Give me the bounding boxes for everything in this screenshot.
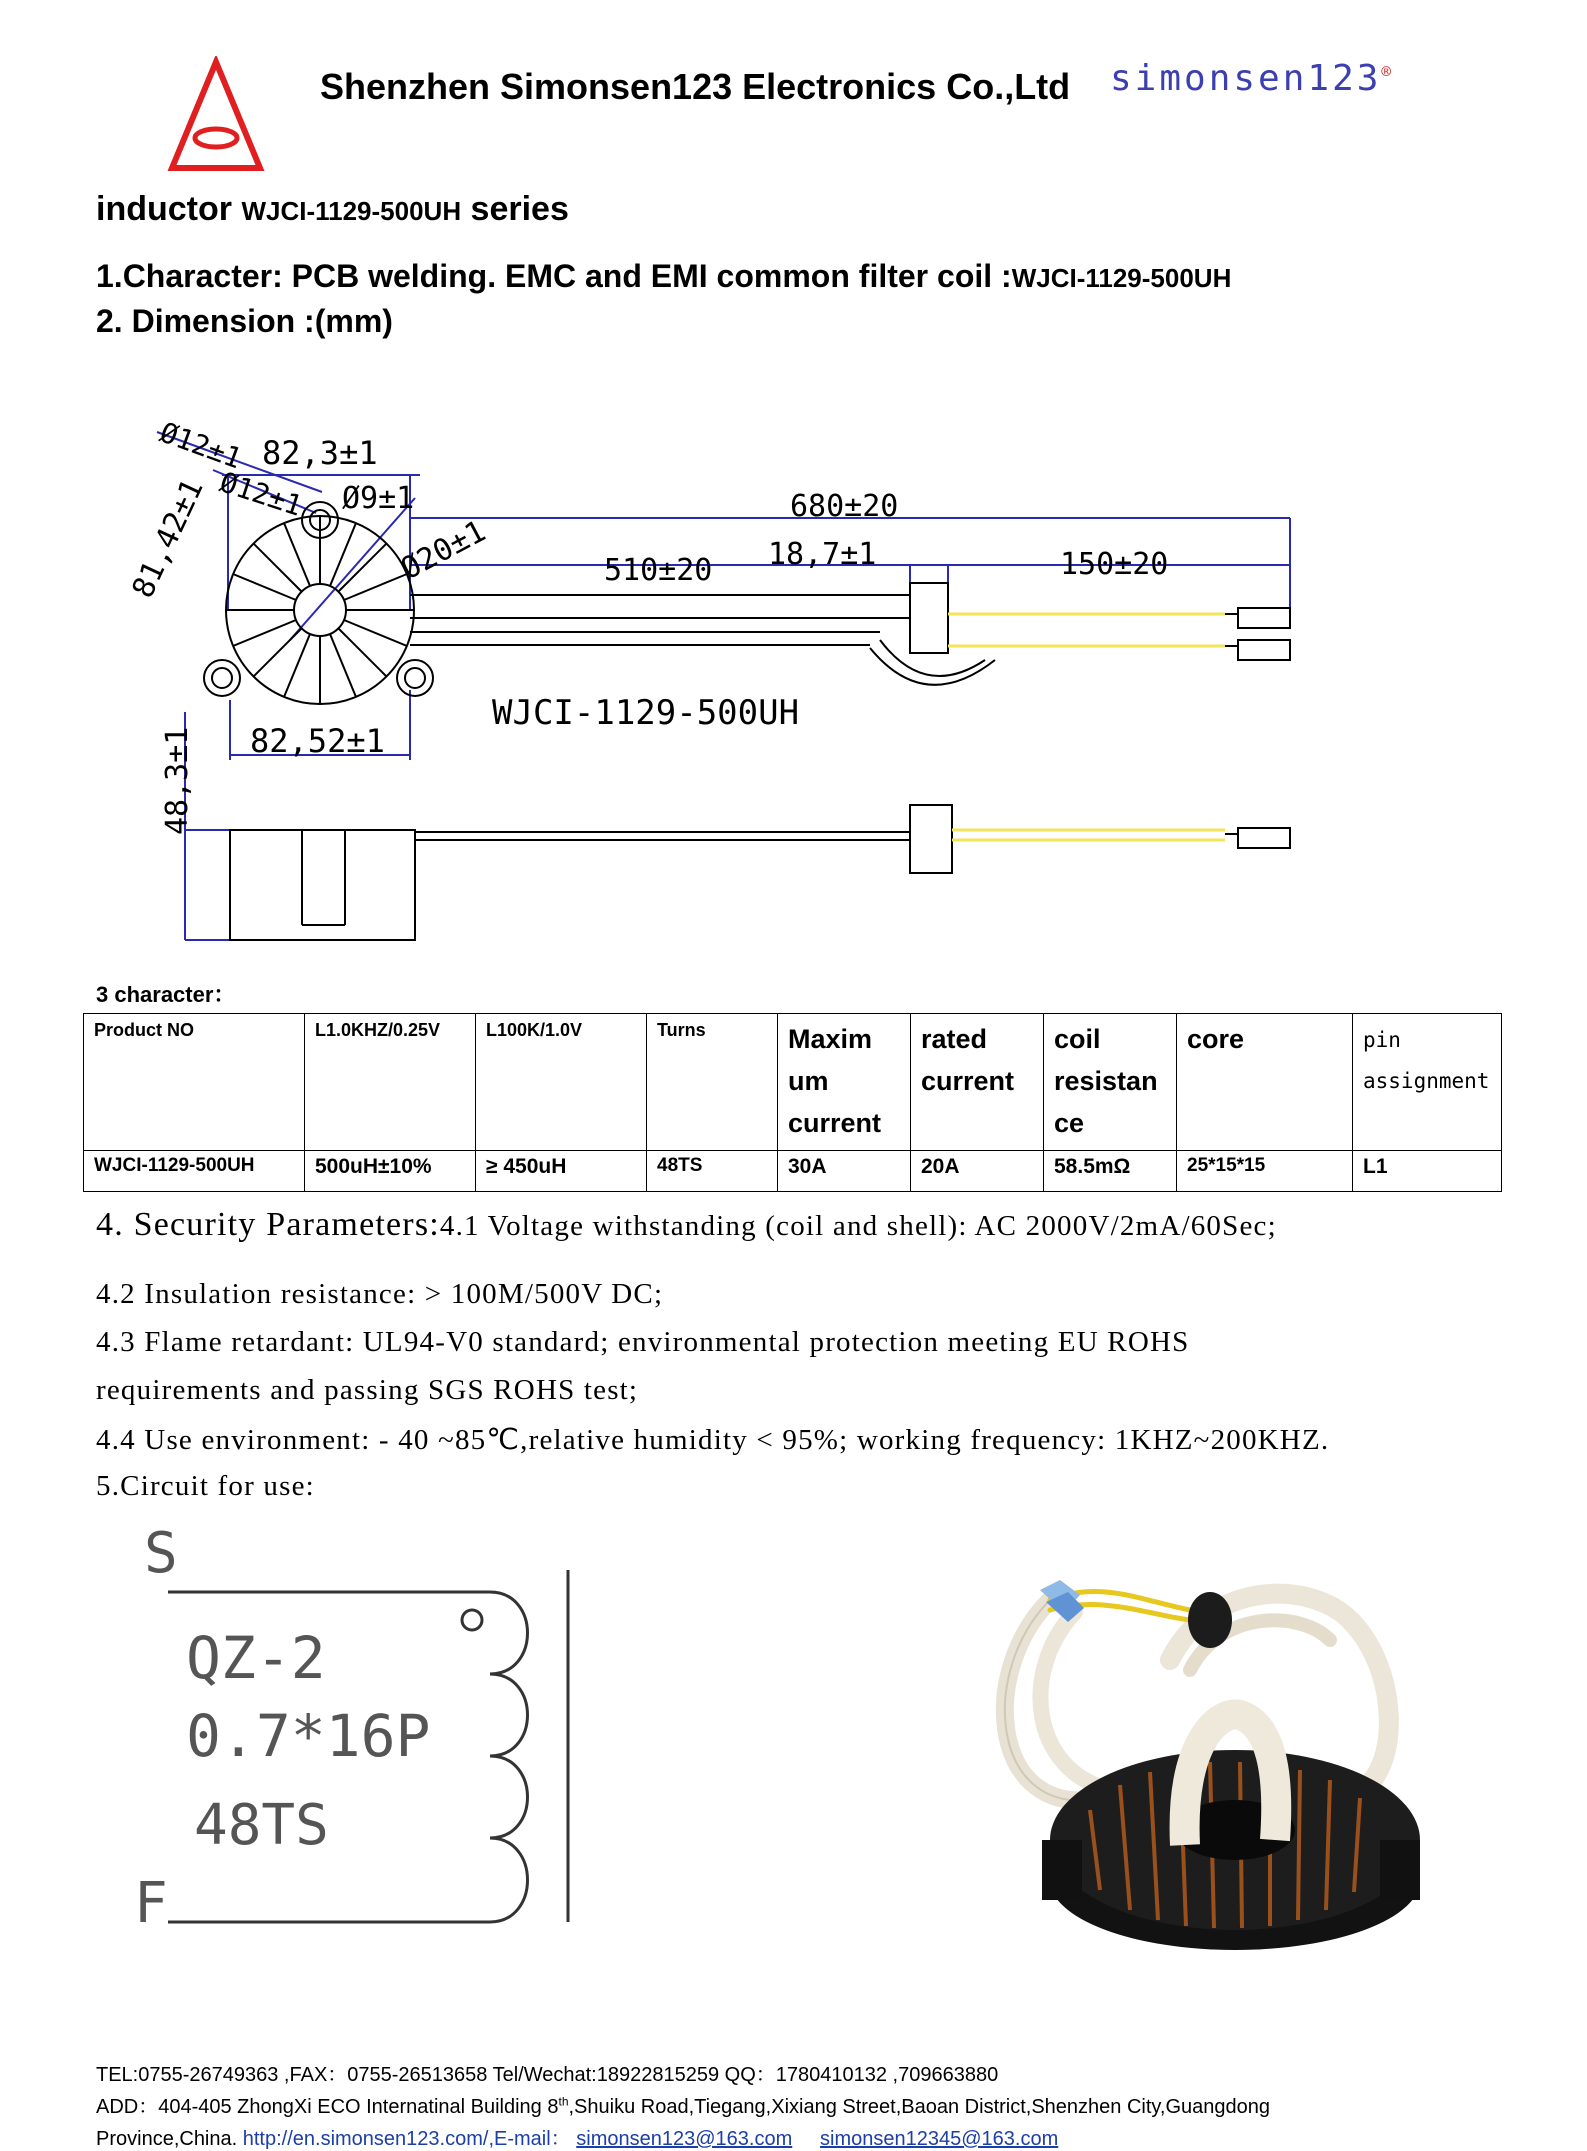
- page-title: inductor WJCI-1129-500UH series: [96, 190, 569, 228]
- drawing-model-label: WJCI-1129-500UH: [492, 693, 800, 733]
- section-4-2: 4.2 Insulation resistance: > 100M/500V DC;: [96, 1278, 664, 1310]
- header-pin-assignment: pin assignment: [1353, 1014, 1502, 1151]
- dim-length-150: 150±20: [1060, 547, 1169, 582]
- section-3-heading: 3 character：: [96, 982, 236, 1007]
- dim-width-82-3: 82,3±1: [262, 434, 378, 472]
- dim-length-18-7: 18,7±1: [768, 537, 877, 572]
- header-core: core: [1177, 1014, 1353, 1151]
- cell-l-100k: ≥ 450uH: [476, 1151, 647, 1192]
- dim-height-81-42: 81,42±1: [125, 473, 211, 604]
- footer-contact: TEL:0755-26749363 ,FAX：0755-26513658 Tel/Wechat:18922815259 QQ：1780410132 ,709663880: [96, 2064, 999, 2086]
- circuit-label-core: QZ-2: [186, 1624, 326, 1692]
- product-photo: [980, 1540, 1460, 1980]
- section-4-3b: requirements and passing SGS ROHS test;: [96, 1374, 639, 1406]
- table-header-row: [84, 1014, 1502, 1151]
- circuit-finish-label: F: [134, 1871, 168, 1936]
- cell-product-no: WJCI-1129-500UH: [84, 1151, 305, 1192]
- dim-width-82-52: 82,52±1: [250, 722, 385, 760]
- dim-d9: Ø9±1: [342, 481, 415, 516]
- spec-table: [83, 1013, 1502, 1192]
- company-name: Shenzhen Simonsen123 Electronics Co.,Ltd: [320, 66, 1071, 107]
- section-4-3a: 4.3 Flame retardant: UL94-V0 standard; environmental protection meeting EU ROHS: [96, 1326, 1190, 1358]
- header-turns: Turns: [647, 1014, 778, 1151]
- dim-height-48-3: 48,3±1: [160, 726, 195, 835]
- header-rated-current: rated current: [911, 1014, 1044, 1151]
- dim-length-680: 680±20: [790, 489, 899, 524]
- section-4-4: 4.4 Use environment: - 40 ~85℃,relative humidity < 95%; working frequency: 1KHZ~200KHZ.: [96, 1424, 1330, 1456]
- cell-core: 25*15*15: [1177, 1151, 1353, 1192]
- header-max-current: Maxim um current: [778, 1014, 911, 1151]
- footer-address: ADD：404-405 ZhongXi ECO Internatinal Building 8th,Shuiku Road,Tiegang,Xixiang Street,Baoan District,Shenzhen City,Guangdong: [96, 2094, 1271, 2118]
- cell-turns: 48TS: [647, 1151, 778, 1192]
- section-5-heading: 5.Circuit for use:: [96, 1470, 315, 1502]
- email-link-1[interactable]: simonsen123@163.com: [576, 2128, 793, 2150]
- footer-web-email: Province,China. http://en.simonsen123.com/,E-mail： simonsen123@163.com simonsen12345@163.com: [96, 2128, 1059, 2150]
- dimension-drawing: [0, 0, 1587, 960]
- cell-max-current: 30A: [778, 1151, 911, 1192]
- circuit-label-turns: 48TS: [194, 1793, 329, 1858]
- circuit-label-wire: 0.7*16P: [186, 1702, 431, 1770]
- header-l-1khz: L1.0KHZ/0.25V: [305, 1014, 476, 1151]
- cell-pin-assignment: L1: [1353, 1151, 1502, 1192]
- website-link[interactable]: http://en.simonsen123.com/: [242, 2128, 489, 2150]
- dim-length-510: 510±20: [604, 553, 713, 588]
- cell-coil-resistance: 58.5mΩ: [1044, 1151, 1177, 1192]
- dim-d20: Ø20±1: [395, 513, 492, 588]
- header-l-100k: L100K/1.0V: [476, 1014, 647, 1151]
- section-1-heading: 1.Character: PCB welding. EMC and EMI common filter coil :WJCI-1129-500UH: [96, 258, 1232, 294]
- section-2-heading: 2. Dimension :(mm): [96, 303, 393, 339]
- brand-wordmark: simonsen123®: [1110, 58, 1392, 99]
- circuit-diagram: [120, 1510, 600, 1950]
- cell-l-1khz: 500uH±10%: [305, 1151, 476, 1192]
- dim-d12-top: Ø12±1: [155, 415, 247, 476]
- header-product-no: Product NO: [84, 1014, 305, 1151]
- section-4-line-1: 4. Security Parameters:4.1 Voltage withstanding (coil and shell): AC 2000V/2mA/60Sec;: [96, 1206, 1277, 1243]
- cell-rated-current: 20A: [911, 1151, 1044, 1192]
- header-coil-resistance: coil resistan ce: [1044, 1014, 1177, 1151]
- circuit-start-label: S: [144, 1521, 178, 1586]
- table-row: [84, 1151, 1502, 1192]
- dim-d12-inner: Ø12±1: [215, 465, 307, 523]
- email-link-2[interactable]: simonsen12345@163.com: [820, 2128, 1059, 2150]
